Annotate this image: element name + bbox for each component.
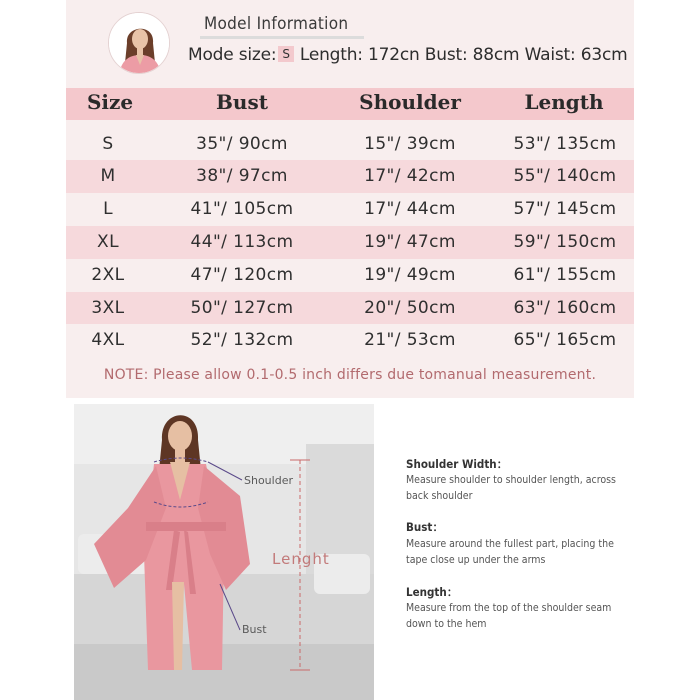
bust-title: Bust： [406,520,444,534]
bust-cell: 35"/ 90cm [196,133,288,154]
shoulder-cell: 19"/ 47cm [364,231,456,252]
title-underline [200,36,364,39]
bust-cell: 50"/ 127cm [190,297,294,318]
bust-guide-label: Bust [242,623,267,636]
length-cell: 63"/ 160cm [513,297,617,318]
header-size: Size [86,90,134,114]
size-cell: XL [97,231,119,252]
size-cell: L [103,199,113,220]
bust-desc: Measure around the fullest part, placing the tape close up under the arms [406,538,614,566]
header-shoulder: Shoulder [359,90,461,114]
length-desc: Measure from the top of the shoulder seam down to the hem [406,602,612,630]
model-photo [74,404,374,700]
size-cell: 3XL [91,297,125,318]
bust-cell: 44"/ 113cm [190,231,294,252]
shoulder-width-desc: Measure shoulder to shoulder length, across back shoulder [406,474,616,502]
model-info-title: Model Information [204,14,349,34]
bust-cell: 38"/ 97cm [196,166,288,187]
shoulder-width-title: Shoulder Width： [406,457,509,471]
length-cell: 59"/ 150cm [513,231,617,252]
shoulder-guide-label: Shoulder [244,474,293,487]
model-measurements: Length: 172cn Bust: 88cm Waist: 63cm [299,45,628,65]
length-guide-label: Lenght [272,550,330,568]
shoulder-cell: 19"/ 49cm [364,264,456,285]
size-cell: M [100,166,116,187]
shoulder-cell: 15"/ 39cm [364,133,456,154]
length-title: Length： [406,585,459,599]
size-cell: S [102,133,114,154]
size-cell: 2XL [91,264,125,285]
bust-cell: 47"/ 120cm [190,264,294,285]
measurement-note: NOTE: Please allow 0.1-0.5 inch differs due tomanual measurement. [103,367,597,383]
shoulder-cell: 17"/ 44cm [364,199,456,220]
shoulder-cell: 17"/ 42cm [364,166,456,187]
header-bust: Bust [216,90,268,114]
length-cell: 65"/ 165cm [513,330,617,351]
header-length: Length [524,90,604,114]
mode-size-label: Mode size: [188,45,277,65]
model-avatar [108,12,170,74]
bust-cell: 41"/ 105cm [190,199,294,220]
mode-size-badge: S [278,46,293,62]
size-cell: 4XL [91,330,125,351]
length-cell: 53"/ 135cm [513,133,617,154]
length-cell: 55"/ 140cm [513,166,617,187]
bust-cell: 52"/ 132cm [190,330,294,351]
model-info-line [188,45,627,65]
shoulder-cell: 21"/ 53cm [364,330,456,351]
length-cell: 57"/ 145cm [513,199,617,220]
shoulder-cell: 20"/ 50cm [364,297,456,318]
length-cell: 61"/ 155cm [513,264,617,285]
